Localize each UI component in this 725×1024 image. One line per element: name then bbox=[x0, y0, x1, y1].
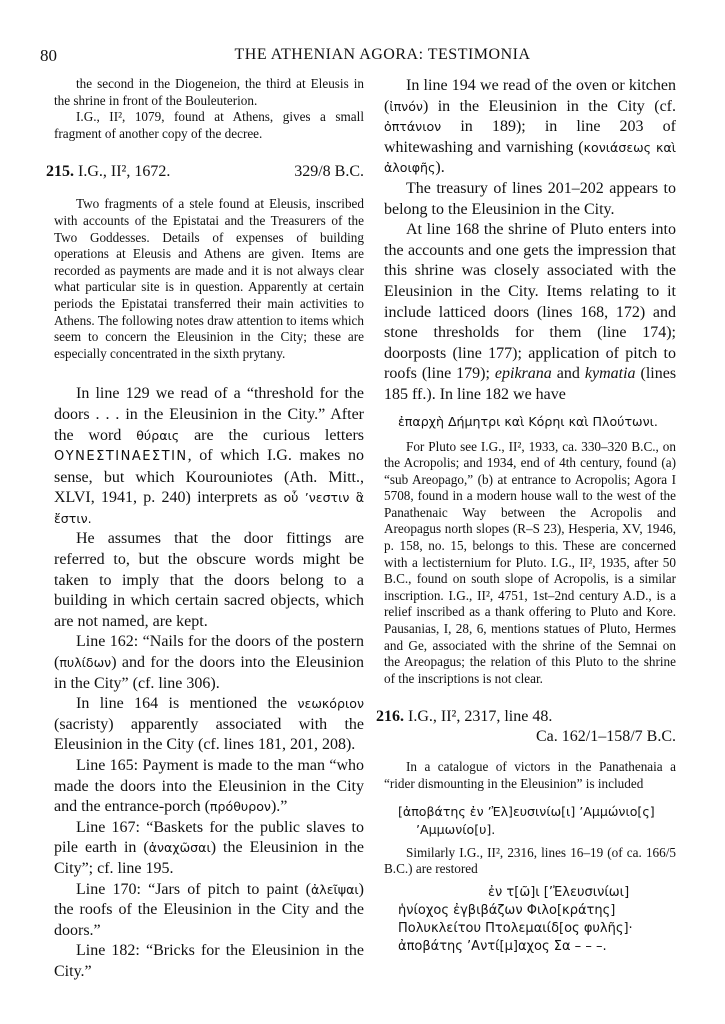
entry-215-continued bbox=[384, 76, 676, 406]
greek-line: Πολυκλείτου Πτολεμαιίδ[ος φυλῆς]· bbox=[398, 920, 633, 936]
paragraph: Line 165: Payment is made to the man “who made the doors into the Eleusinion in the City and the entrance-porch (πρόθυρον).” bbox=[54, 757, 364, 816]
greek-text: πρόθυρον bbox=[209, 799, 271, 815]
entry-215-intro: Two fragments of a stele found at Eleusis, inscribed with accounts of the Epistatai and the Treasurers of the Two Goddesses. Details of expenses of building operations at Eleusis and Athens are given. Items are recorded as payments are made and it is not always clear what particular site is in question. Apparently at certain periods the Epistatai transferred their main activities to Athens. The following notes draw attention to items which seem to concern the Eleusinion in the City; these are especially concentrated in the sixth prytany. bbox=[54, 196, 364, 361]
left-column bbox=[46, 76, 365, 983]
entry-216-intro: In a catalogue of victors in the Panathenaia a “rider dismounting in the Eleusinion” is included bbox=[384, 759, 676, 791]
greek-line: ἡνίοχος ἐγβιβάζων Φιλο[κράτης] bbox=[398, 902, 616, 918]
greek-text: θύραις bbox=[136, 427, 180, 443]
entry-215-body bbox=[54, 384, 364, 982]
entry-number: 216. bbox=[376, 708, 404, 726]
greek-capitals: ΟΥΝΕΣΤΙΝΑΕΣΤΙΝ bbox=[54, 449, 188, 465]
similarly-text: Similarly I.G., II², 2316, lines 16–19 (of ca. 166/5 B.C.) are restored bbox=[384, 844, 676, 877]
greek-quotation: ἐπαρχὴ Δήμητρι καὶ Κόρηι καὶ Πλούτωνι. bbox=[398, 413, 658, 429]
entry-number: 215. bbox=[46, 163, 74, 181]
pluto-note: For Pluto see I.G., II², 1933, ca. 330–320 B.C., on the Acropolis; and 1934, end of 4th century, found (a) “sub Areopago,” (b) at entrance to Acropolis; Agora I 5708, found in a modern house wall to the west of the Panathenaic Way between the Acropolis and Areopagus north slopes (R–S 23), Hesperia, XV, 1946, p. 158, no. 15, belongs to this. These are concerned with a lectisternium for Pluto. I.G., II², 1935, after 50 B.C., found on south slope of Acropolis, is a similar inscription. I.G., II², 4751, 1st–2nd century A.D., is a relief inscribed as a thank offering to Pluto and Kore. Pausanias, I, 28, 6, mentions statues of Pluto, Hermes and Ge, associated with the shrine of the Semnai on the Areopagus; the relation of this Pluto to the shrine of the inscriptions is not clear. bbox=[384, 438, 676, 686]
paragraph: Line 162: “Nails for the doors of the postern (πυλίδων) and for the doors into the Eleusinion in the City” (cf. line 306). bbox=[54, 633, 364, 692]
greek-restoration bbox=[384, 884, 676, 956]
greek-text: πυλίδων bbox=[59, 655, 112, 671]
continuation-note: I.G., II², 1079, found at Athens, gives a small fragment of another copy of the decree. bbox=[54, 109, 364, 141]
paragraph: Line 167: “Baskets for the public slaves to pile earth in (ἀναχῶσαι) the Eleusinion in the City”; cf. line 195. bbox=[54, 818, 364, 877]
paragraph: The treasury of lines 201–202 appears to belong to the Eleusinion in the City. bbox=[384, 179, 676, 218]
continuation-text: the second in the Diogeneion, the third at Eleusis in the shrine in front of the Bouleuterion. bbox=[54, 76, 364, 108]
entry-reference: I.G., II², 1672. bbox=[78, 163, 171, 181]
paragraph: In line 194 we read of the oven or kitchen (ἰπνόν) in the Eleusinion in the City (cf. ὀπτάνιον in 189); in line 203 of whitewashing and varnishing (κονιάσεως καὶ ἀλοιφῆς). bbox=[384, 77, 677, 177]
entry-215-heading bbox=[46, 162, 364, 182]
paragraph: Line 182: “Bricks for the Eleusinion in the City.” bbox=[54, 942, 364, 980]
paragraph: In line 164 is mentioned the νεωκόριον (sacristy) apparently associated with the Eleusinion in the City (cf. lines 181, 201, 208). bbox=[54, 695, 365, 754]
greek-text: κονιάσεως καὶ ἀλοιφῆς bbox=[384, 139, 676, 176]
entry-216-heading bbox=[376, 707, 676, 727]
paragraph: Line 170: “Jars of pitch to paint (ἀλεῖψαι) the roofs of the Eleusinion in the City and the doors.” bbox=[54, 880, 364, 939]
entry-date: 329/8 B.C. bbox=[294, 163, 364, 181]
greek-inscription: [ἀποβάτης ἐν ’Ἐλ]ευσινίω[ι] ’Αμμώνιο[ς] ’Αμμωνίο[υ]. bbox=[398, 803, 655, 837]
greek-text: ἀναχῶσαι bbox=[148, 840, 211, 856]
greek-line: ἀποβάτης ’Αντί[μ]αχος Σα – – –. bbox=[398, 938, 607, 954]
running-title: THE ATHENIAN AGORA: TESTIMONIA bbox=[234, 46, 531, 63]
greek-text: οὗ ’νεστιν ἃ ἔστιν. bbox=[54, 490, 364, 526]
entry-reference: I.G., II², 2317, line 48. bbox=[408, 708, 553, 726]
paragraph: In line 129 we read of a “threshold for the doors . . . in the Eleusinion in the City.” After the word θύραις are the curious letters ΟΥΝΕΣΤΙΝΑΕΣΤΙΝ, of which I.G. makes no sense, but which Kourouniotes (Ath. Mitt., XLVI, 1941, p. 240) interprets as οὗ ’νεστιν ἃ ἔστιν. bbox=[54, 385, 365, 526]
greek-text: ὀπτάνιον bbox=[384, 119, 442, 135]
greek-text: νεωκόριον bbox=[297, 696, 365, 712]
italic-term: epikrana bbox=[494, 365, 552, 383]
paragraph: At line 168 the shrine of Pluto enters into the accounts and one gets the impression that this shrine was closely associated with the Eleusinion in the City. Items relating to it include latticed doors (lines 168, 172) and stone thresholds for them (line 174); doorposts (line 177); application of pitch to roofs (line 179); epikrana and kymatia (lines 185 ff.). In line 182 we have bbox=[384, 221, 677, 403]
paragraph: He assumes that the door fittings are referred to, but the obscure words might be taken to imply that the doors belong to a building in which certain sacred objects, which are not named, are kept. bbox=[54, 530, 364, 630]
greek-text: ἰπνόν bbox=[389, 98, 423, 114]
entry-date: Ca. 162/1–158/7 B.C. bbox=[535, 728, 676, 746]
page-number: 80 bbox=[40, 46, 57, 65]
greek-line: ἐν τ[ῶ]ι [’Ἐλευσινίωι] bbox=[488, 884, 630, 900]
italic-term: kymatia bbox=[584, 365, 636, 383]
greek-text: ἀλεῖψαι bbox=[310, 881, 359, 897]
right-column bbox=[376, 76, 677, 956]
